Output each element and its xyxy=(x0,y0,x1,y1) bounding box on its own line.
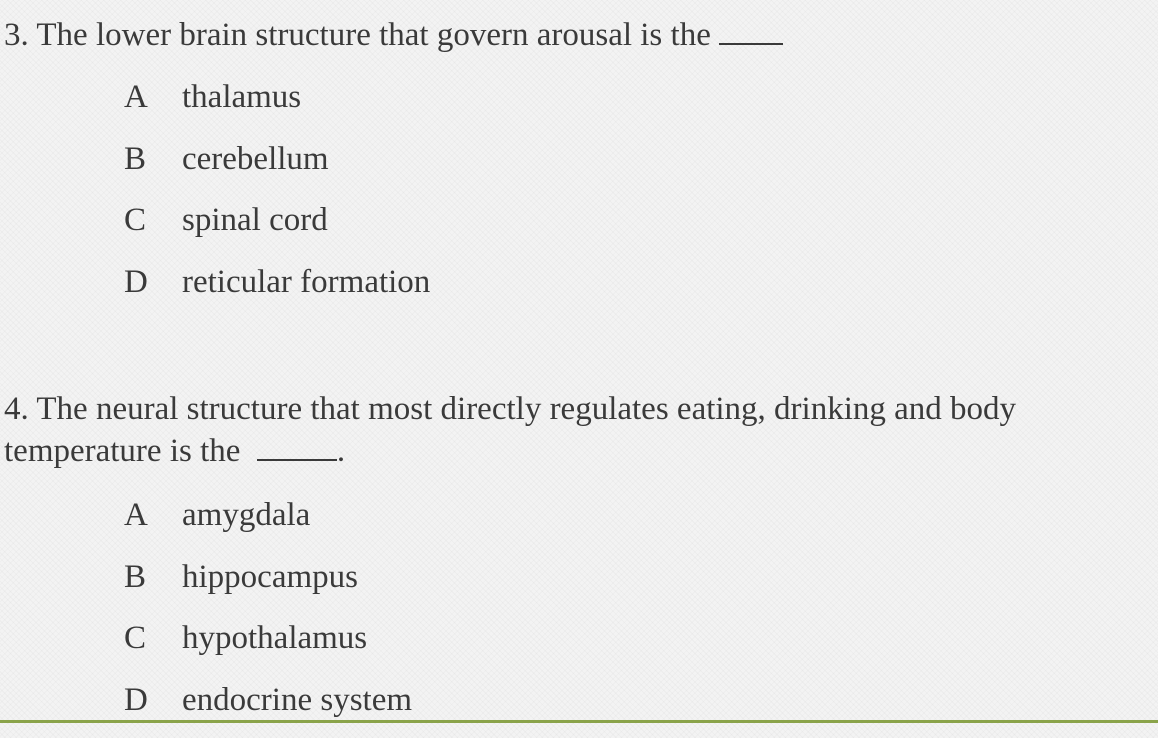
option-3a[interactable] xyxy=(124,74,430,136)
option-letter: C xyxy=(124,615,182,661)
option-letter: C xyxy=(124,197,182,243)
question-4-text: 4. The neural structure that most directly regulates eating, drinking and body temperature is the xyxy=(4,391,1016,469)
option-letter: A xyxy=(124,74,182,120)
option-letter: A xyxy=(124,492,182,538)
option-text: spinal cord xyxy=(182,202,328,238)
option-3b[interactable] xyxy=(124,136,430,198)
option-text: thalamus xyxy=(182,79,301,115)
option-4a[interactable] xyxy=(124,492,412,554)
answer-blank xyxy=(257,459,337,461)
option-text: hypothalamus xyxy=(182,620,367,656)
question-4-end: . xyxy=(337,433,345,469)
option-3c[interactable] xyxy=(124,197,430,259)
question-3 xyxy=(4,14,1144,56)
option-4c[interactable] xyxy=(124,615,412,677)
option-3d[interactable] xyxy=(124,259,430,321)
question-3-text: 3. The lower brain structure that govern arousal is the xyxy=(4,17,711,53)
option-letter: D xyxy=(124,677,182,723)
answer-blank xyxy=(719,43,783,45)
option-letter: D xyxy=(124,259,182,305)
option-text: amygdala xyxy=(182,497,310,533)
option-4b[interactable] xyxy=(124,554,412,616)
question-3-options xyxy=(124,74,430,320)
question-4-options xyxy=(124,492,412,738)
option-4d[interactable] xyxy=(124,677,412,738)
option-letter: B xyxy=(124,136,182,182)
option-text: hippocampus xyxy=(182,559,358,595)
option-text: endocrine system xyxy=(182,682,412,718)
option-text: cerebellum xyxy=(182,141,329,177)
option-text: reticular formation xyxy=(182,264,430,300)
option-letter: B xyxy=(124,554,182,600)
question-4 xyxy=(4,388,1124,472)
